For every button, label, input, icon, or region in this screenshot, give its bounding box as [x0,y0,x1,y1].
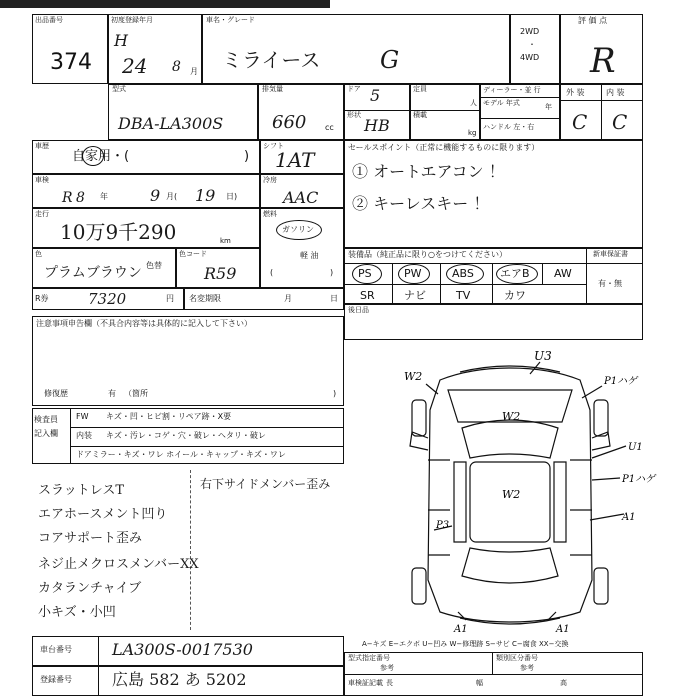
spec-class-no-label: 類別区分番号 [496,654,538,662]
handle-label: ハンドル 左・右 [483,123,535,131]
inspector-label-1: 検査員 [34,415,58,424]
notes-label: 注意事項申告欄（不具合内容等は具体的に記入して下さい） [36,319,252,328]
sales-point-item-2: ② キーレスキー ！ [352,194,490,213]
top-banner [0,0,330,8]
inspector-label-2: 記入欄 [34,429,58,438]
history-close: ) [244,149,250,164]
inspection-month-unit: 月( [166,192,178,201]
km-unit: km [220,237,231,245]
history-label: 車歴 [35,142,49,150]
interior-grade: C [612,110,628,134]
capacity-unit: 人 [470,99,477,107]
notes-box [32,316,344,406]
spec-width-label: 幅 [476,679,483,687]
displacement-label: 排気量 [262,85,283,93]
drive-2wd: 2WD [520,27,540,36]
door-value: 5 [370,86,381,105]
after-box [344,304,643,340]
model-label: 型式 [112,85,126,93]
shift-value: 1AT [275,148,315,172]
handwritten-note-6: 小キズ・小凹 [38,605,116,620]
registration-value: 広島 582 あ 5202 [112,670,247,689]
inspection-year-unit: 年 [100,192,108,201]
after-label: 後日品 [348,306,369,314]
inspection-month: 9 [150,186,161,205]
spec-type-no-label: 型式指定番号 [348,654,390,662]
equip-ps-circle [352,264,382,284]
load-unit: kg [468,129,477,137]
lot-label: 出品番号 [35,16,63,24]
interior-label: 内 装 [606,88,625,97]
aircon-value: AAC [283,188,319,207]
new-warranty-label: 新車保証書 [593,250,628,258]
door-label: ドア [347,85,361,93]
equip-aw: AW [554,267,572,280]
spec-height-label: 高 [560,679,567,687]
chassis-value: LA300S-0017530 [112,640,253,659]
history-circle [82,146,104,166]
equip-airbag: エアB [500,267,530,280]
handwritten-note-1: スラットレスT [38,483,125,498]
damage-mark-a1-rear-left: A1 [454,624,468,635]
color-no-label: 色コード [179,250,207,258]
shape-label: 形状 [347,111,361,119]
model-value: DBA-LA300S [118,114,224,133]
repair-label: 修復歴 [44,389,68,398]
title-deadline-day: 日 [330,294,338,303]
chassis-label: 車台番号 [40,645,72,654]
damage-mark-p1-side: P1ハゲ [622,474,656,485]
damage-mark-p1-front: P1ハゲ [604,376,638,387]
exterior-label: 外 装 [566,88,585,97]
exterior-grade: C [572,110,588,134]
equip-airbag-circle [496,264,538,284]
car-damage-diagram [370,350,660,635]
interior-insp-label: 内装 [76,431,92,440]
damage-mark-u3: U3 [534,350,552,363]
mileage-label: 走行 [35,210,49,218]
equip-leather: カワ [504,289,526,302]
spec-class-no-ref: 参考 [520,664,534,672]
first-reg-label: 初度登録年月 [111,16,153,24]
equipment-label: 装備品（純正品に限り○をつけてください） [348,250,507,259]
first-reg-era: H [114,31,128,50]
aircon-label: 冷房 [263,176,277,184]
damage-mark-p3: P3 [436,520,450,531]
first-reg-month: 8 [172,59,181,75]
car-name: ミライース [222,48,321,72]
drive-4wd: 4WD [520,53,540,62]
title-deadline-label: 名変期限 [189,294,221,303]
score-value: R [590,41,616,81]
fuel-gas: ガソリン [282,225,314,234]
first-reg-month-unit: 月 [190,67,198,76]
shape-value: HB [364,116,390,135]
history-value: 自家用・( [72,149,130,164]
inspection-era: R [62,190,73,206]
equip-navi: ナビ [404,289,426,302]
fw-label: FW [76,412,89,421]
equip-tv: TV [456,289,471,302]
displacement-value: 660 [272,112,307,133]
equip-abs: ABS [452,267,474,280]
model-year-unit: 年 [545,103,552,111]
model-year-label: モデル 年式 [483,99,520,107]
damage-mark-w2-center: W2 [502,488,521,501]
lot-number: 374 [50,50,92,75]
drive-cell [510,14,560,84]
damage-mark-w2-front: W2 [404,370,423,383]
load-label: 積載 [413,111,427,119]
fuel-gas-circle [276,220,322,240]
handwritten-note-4: ネジ止メクロスメンバーXX [38,557,199,572]
recycle-label: R券 [35,294,49,303]
damage-mark-a1-side: A1 [622,512,636,523]
inspector-bottom-text: ドアミラー・キズ・ワレ ホイール・キャップ・キズ・ワレ [76,450,286,459]
sales-point-item-1: ① オートエアコン ！ [352,162,505,181]
fw-text: キズ・凹・ヒビ割・リペア跡・X要 [106,412,232,421]
color-no: R59 [204,264,237,283]
auction-sheet: 出品番号 374 初度登録年月 H 24 8 月 車名・グレード ミライース G 2WD ・ 4WD 評 価 点 R 型式 DBA-LA300S 排気量 660 cc ドア 5 形状 HB 定員 人 積載 kg ディーラー・並 行 モデル 年式 年 ハンドル 左・右 外 装 内 装 C C 車歴 自家用・( ) シフト 1AT 車検 R 8 年 9 月( 19 日) 冷房 AAC 走行 10万9千290 km 燃料 ガソリン 軽 油 ( ) 色 プラムブラウン 色替 色コード R59 R券 7320 円 名変期限 月 日 セールスポイント（正常に機能するものに限ります） ① オートエアコン ！ ② キーレスキー ！ 装備品（純正品に限り○をつけてください） 新車保証書 有・無 PS PW ABS エアB AW SR ナビ TV カワ 後日品 注意事項申告欄（不具合内容等は具体的に記入して下さい） 修復歴 有 （箇所 ) 検査員 記入欄 FW キズ・凹・ヒビ割・リペア跡・X要 内装 キズ・汚レ・コゲ・穴・破レ・ヘタリ・破レ ドアミラー・キズ・ワレ ホイール・キャップ・キズ・ワレ 右下サイドメンバー歪み スラットレスT エアホースメント凹り コアサポート歪み ネジ止メクロスメンバーXX カタランチャイブ 小キズ・小凹 U3 W2 P1ハゲ W2 U1 P1ハゲ W2 P3 A1 A1 A1 A−キズ E−エクボ U−凹み W−修理跡 S−サビ C−腐食 XX−交換 車台番号 LA300S-0017530 登録番号 広島 582 あ 5202 型式指定番号 参考 類別区分番号 参考 車検証記載 長 幅 高 [0,0,700,700]
handwritten-note-2: エアホースメント凹り [38,507,168,522]
fuel-label: 燃料 [263,210,277,218]
car-grade: G [380,46,400,74]
repair-close: ) [333,389,337,398]
mileage-value: 10万9千290 [60,220,177,244]
inspection-day-unit: 日) [226,192,238,201]
color-change-label: 色替 [146,261,162,270]
spec-length-label: 長 [386,679,393,687]
drive-dot: ・ [528,40,536,49]
history-cell [32,140,260,174]
registration-label: 登録番号 [40,675,72,684]
damage-mark-a1-rear-right: A1 [556,624,570,635]
title-deadline-month: 月 [284,294,292,303]
repair-have: 有 [108,389,116,398]
interior-insp-text: キズ・汚レ・コゲ・穴・破レ・ヘタリ・破レ [106,431,266,440]
color-value: プラムブラウン [44,265,142,281]
score-label: 評 価 点 [578,16,608,25]
warranty-value: 有・無 [598,279,622,288]
equip-ps: PS [358,267,372,280]
damage-legend: A−キズ E−エクボ U−凹み W−修理跡 S−サビ C−腐食 XX−交換 [362,640,569,648]
repair-place: （箇所 [124,389,148,398]
damage-mark-w2-roof: W2 [502,410,521,423]
handwritten-note-3: コアサポート歪み [38,531,143,546]
equip-abs-circle [446,264,484,284]
inspection-day: 19 [195,186,216,205]
inspection-label: 車検 [35,176,49,184]
equip-pw-circle [398,264,430,284]
spec-type-no-ref: 参考 [380,664,394,672]
name-grade-label: 車名・グレード [206,16,255,24]
equip-sr: SR [360,289,375,302]
notes-divider [190,470,191,630]
handwritten-note-5: カタランチャイブ [38,581,142,596]
yen-unit: 円 [166,294,174,303]
sales-point-label: セールスポイント（正常に機能するものに限ります） [348,143,540,152]
equip-pw: PW [404,267,422,280]
recycle-value: 7320 [88,290,127,308]
first-reg-year: 24 [122,54,148,78]
damage-mark-u1: U1 [628,442,643,453]
shift-label: シフト [263,142,284,150]
spec-cert-label: 車検証記載 [348,679,383,687]
inspection-year: 8 [76,190,85,206]
cc-unit: cc [325,123,334,132]
capacity-label: 定員 [413,85,427,93]
handwritten-side: 右下サイドメンバー歪み [200,477,331,491]
color-label: 色 [35,250,42,258]
fuel-diesel: 軽 油 [300,251,319,260]
dealer-label: ディーラー・並 行 [483,86,541,94]
